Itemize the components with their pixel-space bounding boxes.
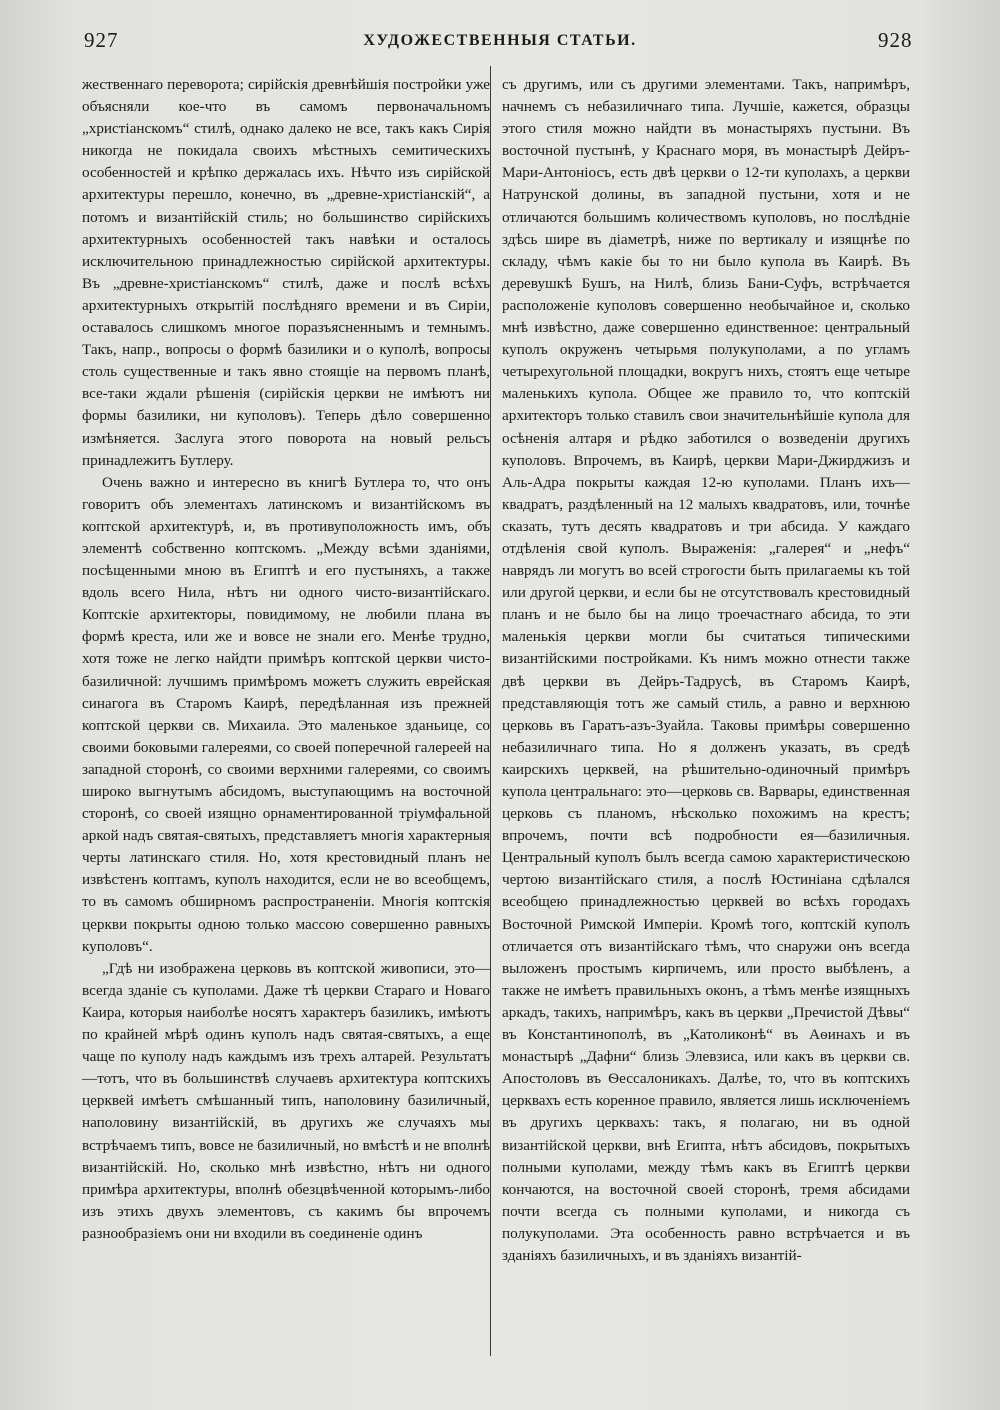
right-text-column <box>502 74 910 1267</box>
paragraph: съ другимъ, или съ другими элементами. Такъ, напримѣръ, начнемъ съ небазиличнаго типа. Лучшіе, кажется, образцы этого стиля можно найдти въ монастыряхъ пустыни. Въ восточной пустынѣ, у Краснаго моря, въ монастырѣ Дейръ-Мари-Антоніосъ, есть двѣ церкви о 12-ти куполахъ, а церкви Натрунской долины, въ западной пустыни, хотя и не отличаются большимъ количествомъ куполовъ, но послѣдніе здѣсь шире въ діаметрѣ, ниже по вертикалу и изящнѣе по складу, чѣмъ какіе бы то ни было купола въ Каирѣ. Въ деревушкѣ Бушъ, на Нилѣ, близь Бани-Суфъ, встрѣчается расположеніе куполовъ совершенно необычайное и, сколько мнѣ извѣстно, даже совершенно единственное: центральный куполъ окруженъ четырьмя полукуполами, а по угламъ четырехугольной площадки, вокругъ нихъ, стоятъ еще четыре маленькихъ купола. Общее же правило то, что коптскій архитекторъ только ставилъ свои значительнѣйшіе купола для осѣненія алтаря и рѣдко заботился о возведеніи другихъ куполовъ. Впрочемъ, въ Каирѣ, церкви Мари-Джирджизъ и Аль-Адра покрыты каждая 12-ю куполами. Планъ ихъ—квадратъ, раздѣленный на 12 малыхъ квадратовъ, или, точнѣе сказать, тутъ десять квадратовъ и три абсида. У каждаго отдѣленія свой куполъ. Выраженія: „галерея“ и „нефъ“ наврядъ ли могутъ во всей строгости быть прилагаемы къ той или другой церкви, и если бы не отсутствовалъ крестовидный планъ и не было бы на лицо троечастнаго абсида, то эти маленькія церкви могли бы считаться типическими византійскими постройками. Къ нимъ можно отнести также двѣ церкви въ Дейръ-Тадрусѣ, въ Старомъ Каирѣ, представляющія тотъ же самый стиль, а равно и верхнюю церковь въ Гаратъ-азъ-Зуайла. Таковы примѣры совершенно небазиличнаго типа. Но я долженъ указать, въ средѣ каирскихъ церквей, на рѣшительно-одиночный примѣръ купола центральнаго: это—церковь св. Варвары, единственная церковь съ планомъ, нѣсколько похожимъ на крестъ; впрочемъ, почти всѣ подробности ея—базиличныя. Центральный куполъ былъ всегда самою характеристическою чертою византійскаго стиля, а послѣ Юстиніана сдѣлался всеобщею принадлежностью церквей во всѣхъ городахъ Восточной Римской Имперіи. Кромѣ того, коптскій куполъ отличается отъ византійскаго тѣмъ, что снаружи онъ всегда выложенъ простымъ кирпичемъ, или просто выбѣленъ, а также не имѣетъ правильныхъ оконъ, а тѣмъ менѣе изящныхъ аркадъ, такихъ, напримѣръ, какъ въ церкви „Пречистой Дѣвы“ въ Константинополѣ, въ „Католиконѣ“ въ Аѳинахъ и въ монастырѣ „Дафни“ близь Элевзиса, или какъ въ церкви св. Апостоловъ въ Ѳессалоникахъ. Далѣе, то, что въ коптскихъ церквахъ есть коренное правило, является лишь исключеніемъ въ другихъ церквахъ: такъ, я полагаю, ни въ одной византійской церкви, внѣ Египта, нѣтъ абсидовъ, покрытыхъ полными куполами, между тѣмъ какъ въ Египтѣ церкви кончаются, на восточной своей сторонѣ, тремя абсидами почти всегда съ полными куполами, и никогда съ полукуполами. Эта особенность равно встрѣчается и въ зданіяхъ базиличныхъ, и въ зданіяхъ византій- <box>502 76 910 1264</box>
column-divider <box>490 66 491 1356</box>
right-page-number: 928 <box>878 28 913 52</box>
paragraph: „Гдѣ ни изображена церковь въ коптской живописи, это—всегда зданіе съ куполами. Даже тѣ церкви Стараго и Новаго Каира, которыя наиболѣе носятъ характеръ базиликъ, имѣютъ по крайней мѣрѣ одинъ куполъ надъ святая-святыхъ, а еще чаще по куполу надъ каждымъ изъ трехъ алтарей. Результатъ—тотъ, что въ большинствѣ случаевъ архитектура коптскихъ церквей имѣетъ смѣшанный типъ, наполовину базиличный, наполовину византійскій, въ другихъ же случаяхъ мы встрѣчаемъ типъ, вовсе не базиличный, но вмѣстѣ и не вполнѣ византійскій. Но, сколько мнѣ извѣстно, нѣтъ ни одного примѣра архитектуры, вполнѣ обезцвѣченной которымъ-либо изъ этихъ двухъ элементовъ, съ какимъ бы впрочемъ разнообразіемъ они ни входили въ соединеніе одинъ <box>82 959 491 1242</box>
paragraph: жественнаго переворота; сирійскія древнѣйшія постройки уже объясняли кое-что въ самомъ первоначальномъ „христіанскомъ“ стилѣ, однако далеко не все, такъ какъ Сирія никогда не покидала своихъ мѣстныхъ семитическихъ особенностей и крѣпко держалась ихъ. Нѣчто изъ сирійской архитектуры перешло, конечно, въ „древне-христіанскій“, а потомъ и византійскій стиль; но большинство сирійскихъ архитектурныхъ особенностей такъ навѣки и осталось исключительною принадлежностью сирійской архитектуры. Въ „древне-христіанскомъ“ стилѣ, даже и послѣ всѣхъ архитектурныхъ открытій послѣдняго времени и въ Сиріи, оставалось слишкомъ многое поразъясненнымъ и темнымъ. Такъ, напр., вопросы о формѣ базилики и о куполѣ, вопросы столь существенные и такъ явно стоящіе на первомъ планѣ, все-таки ждали рѣшенія (сирійскія церкви не имѣютъ ни формы базилики, ни куполовъ). Теперь дѣло совершенно измѣняется. Заслуга этого поворота на новый рельсъ принадлежитъ Бутлеру. <box>82 76 490 469</box>
running-title: ХУДОЖЕСТВЕННЫЯ СТАТЬИ. <box>363 32 637 49</box>
left-page-number: 927 <box>84 28 119 52</box>
page-header <box>0 28 1000 58</box>
paragraph: Очень важно и интересно въ книгѣ Бутлера то, что онъ говоритъ объ элементахъ латинскомъ и византійскомъ въ коптской архитектурѣ, и, въ противуположность имъ, объ элементѣ собственно коптскомъ. „Между всѣми зданіями, посѣщенными мною въ Египтѣ и его пустыняхъ, а также вдоль всего Нила, нѣтъ ни одного чисто-византійскаго. Коптскіе архитекторы, повидимому, не любили плана въ формѣ креста, или же и вовсе не знали его. Менѣе трудно, хотя тоже не легко найдти примѣръ коптской церкви чисто-базиличной: лучшимъ примѣромъ можетъ служить еврейская синагога въ Старомъ Каирѣ, передѣланная изъ прежней коптской церкви св. Михаила. Это маленькое зданьице, со своими боковыми галереями, со своей поперечной галереей на западной сторонѣ, со своими верхними галереями, со своимъ широко выгнутымъ абсидомъ, выступающимъ на восточной сторонѣ, со своей изящно орнаментированной тріумфальной аркой надъ святая-святыхъ, представляетъ многія характерныя черты латинскаго стиля. Но, хотя крестовидный планъ не извѣстенъ коптамъ, куполъ находится, если не во всеобщемъ, то въ самомъ обширномъ распространеніи. Многія коптскія церкви покрыты одною только массою совершенно равныхъ куполовъ“. <box>82 473 490 955</box>
left-text-column <box>82 74 490 1245</box>
